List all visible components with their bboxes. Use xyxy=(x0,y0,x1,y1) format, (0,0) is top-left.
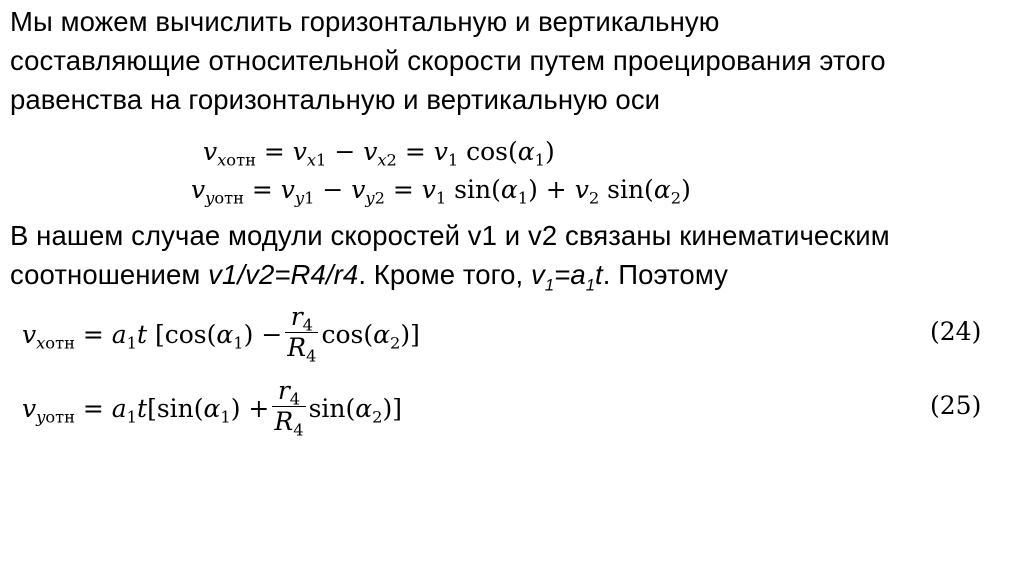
kinematic-line-1: В нашем случае модули скоростей v1 и v2 связаны кинематическим xyxy=(10,220,890,251)
equation-vy-simple: $v_{yотн} = v_{y1} - v_{y2} = v_1$ $\sin(\alpha_1) + v_2$ $\sin(\alpha_2)$ xyxy=(191,175,691,208)
equation-24: $v_{xотн} = a_1t$ [$\cos(\alpha_1)$ − $\frac{r_4}{R_4}$ $\cos(\alpha_2)$] xyxy=(22,302,420,366)
intro-line-1: Мы можем вычислить горизонтальную и вертикальную xyxy=(10,6,720,37)
intro-line-3: равенства на горизонтальную и вертикальную оси xyxy=(10,84,661,115)
kinematic-text-end: . Поэтому xyxy=(602,259,728,290)
equation-25: $v_{yотн} = a_1t[\sin(\alpha_1)$ + $\frac{r_4}{R_4}$ $\sin(\alpha_2)$] xyxy=(22,376,402,440)
equals-sign: = xyxy=(554,259,571,290)
velocity-ratio: v1/v2=R4/r4 xyxy=(208,259,359,290)
a-subscript: 1 xyxy=(585,276,596,295)
intro-paragraph xyxy=(10,2,1015,119)
equation-vx-simple: $v_{xотн} = v_{x1} - v_{x2} = v_1$ $\cos(\alpha_1)$ xyxy=(203,137,555,170)
v-subscript: 1 xyxy=(544,276,555,295)
equation-number-25: (25) xyxy=(930,391,982,420)
kinematic-line-2 xyxy=(10,255,1015,294)
kinematic-paragraph xyxy=(10,216,1015,294)
fraction-r4-R4: $\frac{r_4}{R_4}$ xyxy=(274,376,304,440)
kinematic-text-mid: . Кроме того, xyxy=(358,259,532,290)
equation-number-24: (24) xyxy=(930,317,982,346)
a-symbol: a xyxy=(570,259,586,290)
kinematic-text-start: соотношением xyxy=(10,259,209,290)
v-symbol: v xyxy=(531,259,545,290)
fraction-r4-R4: $\frac{r_4}{R_4}$ xyxy=(287,302,317,366)
t-symbol: t xyxy=(595,259,603,290)
intro-line-2: составляющие относительной скорости путем проецирования этого xyxy=(10,45,886,76)
